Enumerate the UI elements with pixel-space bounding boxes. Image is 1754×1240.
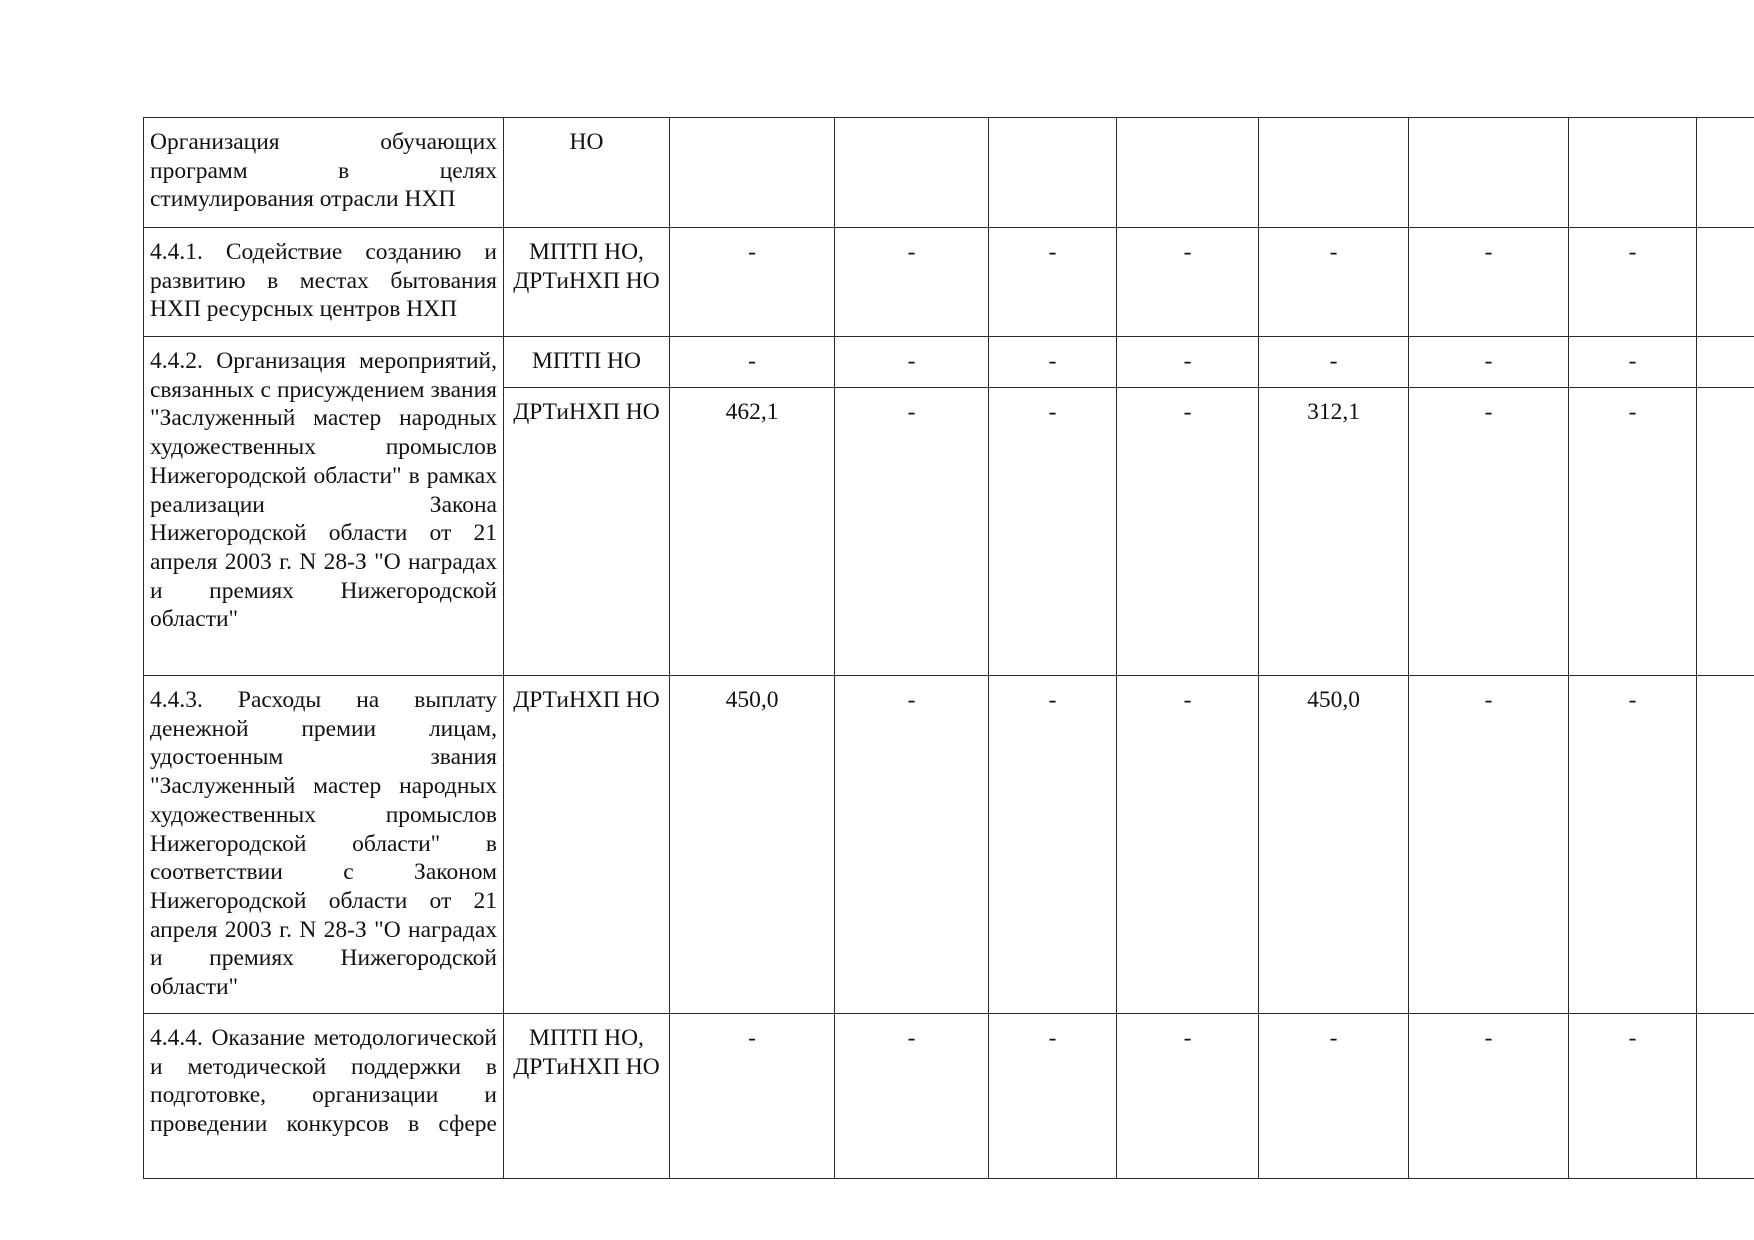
value-cell: 462,1 [670, 388, 835, 676]
value-cell: - [1409, 228, 1569, 337]
value-cell: - [835, 1014, 989, 1179]
value-cell [1697, 228, 1754, 337]
value-cell [1697, 337, 1754, 388]
value-cell: - [1259, 1014, 1409, 1179]
value-cell: - [1117, 1014, 1259, 1179]
table-row [144, 228, 1754, 337]
value-cell: - [1259, 337, 1409, 388]
value-cell [1569, 118, 1697, 228]
responsible-executor: ДРТиНХП НО [504, 388, 670, 676]
value-cell: - [1117, 228, 1259, 337]
value-cell: - [835, 228, 989, 337]
value-cell: - [1117, 676, 1259, 1014]
value-cell: - [1409, 1014, 1569, 1179]
value-cell: - [670, 1014, 835, 1179]
activity-description: 4.4.4. Оказание методологической и методической поддержки в подготовке, организации и проведении конкурсов в сфере [144, 1014, 504, 1179]
value-cell: - [1409, 388, 1569, 676]
activity-description: 4.4.2. Организация мероприятий, связанных с присуждением звания "Заслуженный мастер народных художественных промыслов Нижегородской области" в рамках реализации Закона Нижегородской области от 21 апреля 2003 г. N 28-З "О наградах и премиях Нижегородской области" [144, 337, 504, 676]
value-cell: - [1409, 676, 1569, 1014]
value-cell [1697, 676, 1754, 1014]
activity-description: Организация обучающих программ в целях стимулирования отрасли НХП [144, 118, 504, 228]
value-cell: - [670, 337, 835, 388]
value-cell [1117, 118, 1259, 228]
value-cell: - [1569, 676, 1697, 1014]
value-cell: - [989, 228, 1117, 337]
value-cell [670, 118, 835, 228]
value-cell [1409, 118, 1569, 228]
value-cell: - [1569, 228, 1697, 337]
value-cell: - [835, 337, 989, 388]
responsible-executor: МПТП НО, ДРТиНХП НО [504, 228, 670, 337]
value-cell: - [989, 1014, 1117, 1179]
value-cell: - [1569, 388, 1697, 676]
value-cell: - [989, 388, 1117, 676]
value-cell: 450,0 [1259, 676, 1409, 1014]
responsible-executor: НО [504, 118, 670, 228]
value-cell: - [989, 337, 1117, 388]
table-row [144, 118, 1754, 228]
value-cell: - [1569, 337, 1697, 388]
value-cell: - [1117, 388, 1259, 676]
value-cell: - [670, 228, 835, 337]
value-cell: - [1569, 1014, 1697, 1179]
value-cell: - [989, 676, 1117, 1014]
value-cell [1259, 118, 1409, 228]
value-cell [835, 118, 989, 228]
table-row [144, 1014, 1754, 1179]
value-cell: - [1259, 228, 1409, 337]
value-cell: - [1117, 337, 1259, 388]
table-row [144, 676, 1754, 1014]
value-cell [1697, 118, 1754, 228]
program-activities-table [143, 117, 1754, 1179]
responsible-executor: ДРТиНХП НО [504, 676, 670, 1014]
activity-description: 4.4.3. Расходы на выплату денежной премии лицам, удостоенным звания "Заслуженный мастер народных художественных промыслов Нижегородской области" в соответствии с Законом Нижегородской области от 21 апреля 2003 г. N 28-З "О наградах и премиях Нижегородской области" [144, 676, 504, 1014]
value-cell: 450,0 [670, 676, 835, 1014]
value-cell: 312,1 [1259, 388, 1409, 676]
table-row [144, 337, 1754, 388]
value-cell: - [1409, 337, 1569, 388]
responsible-executor: МПТП НО, ДРТиНХП НО [504, 1014, 670, 1179]
value-cell [989, 118, 1117, 228]
responsible-executor: МПТП НО [504, 337, 670, 388]
value-cell [1697, 388, 1754, 676]
activity-description: 4.4.1. Содействие созданию и развитию в местах бытования НХП ресурсных центров НХП [144, 228, 504, 337]
value-cell: - [835, 388, 989, 676]
value-cell [1697, 1014, 1754, 1179]
value-cell: - [835, 676, 989, 1014]
